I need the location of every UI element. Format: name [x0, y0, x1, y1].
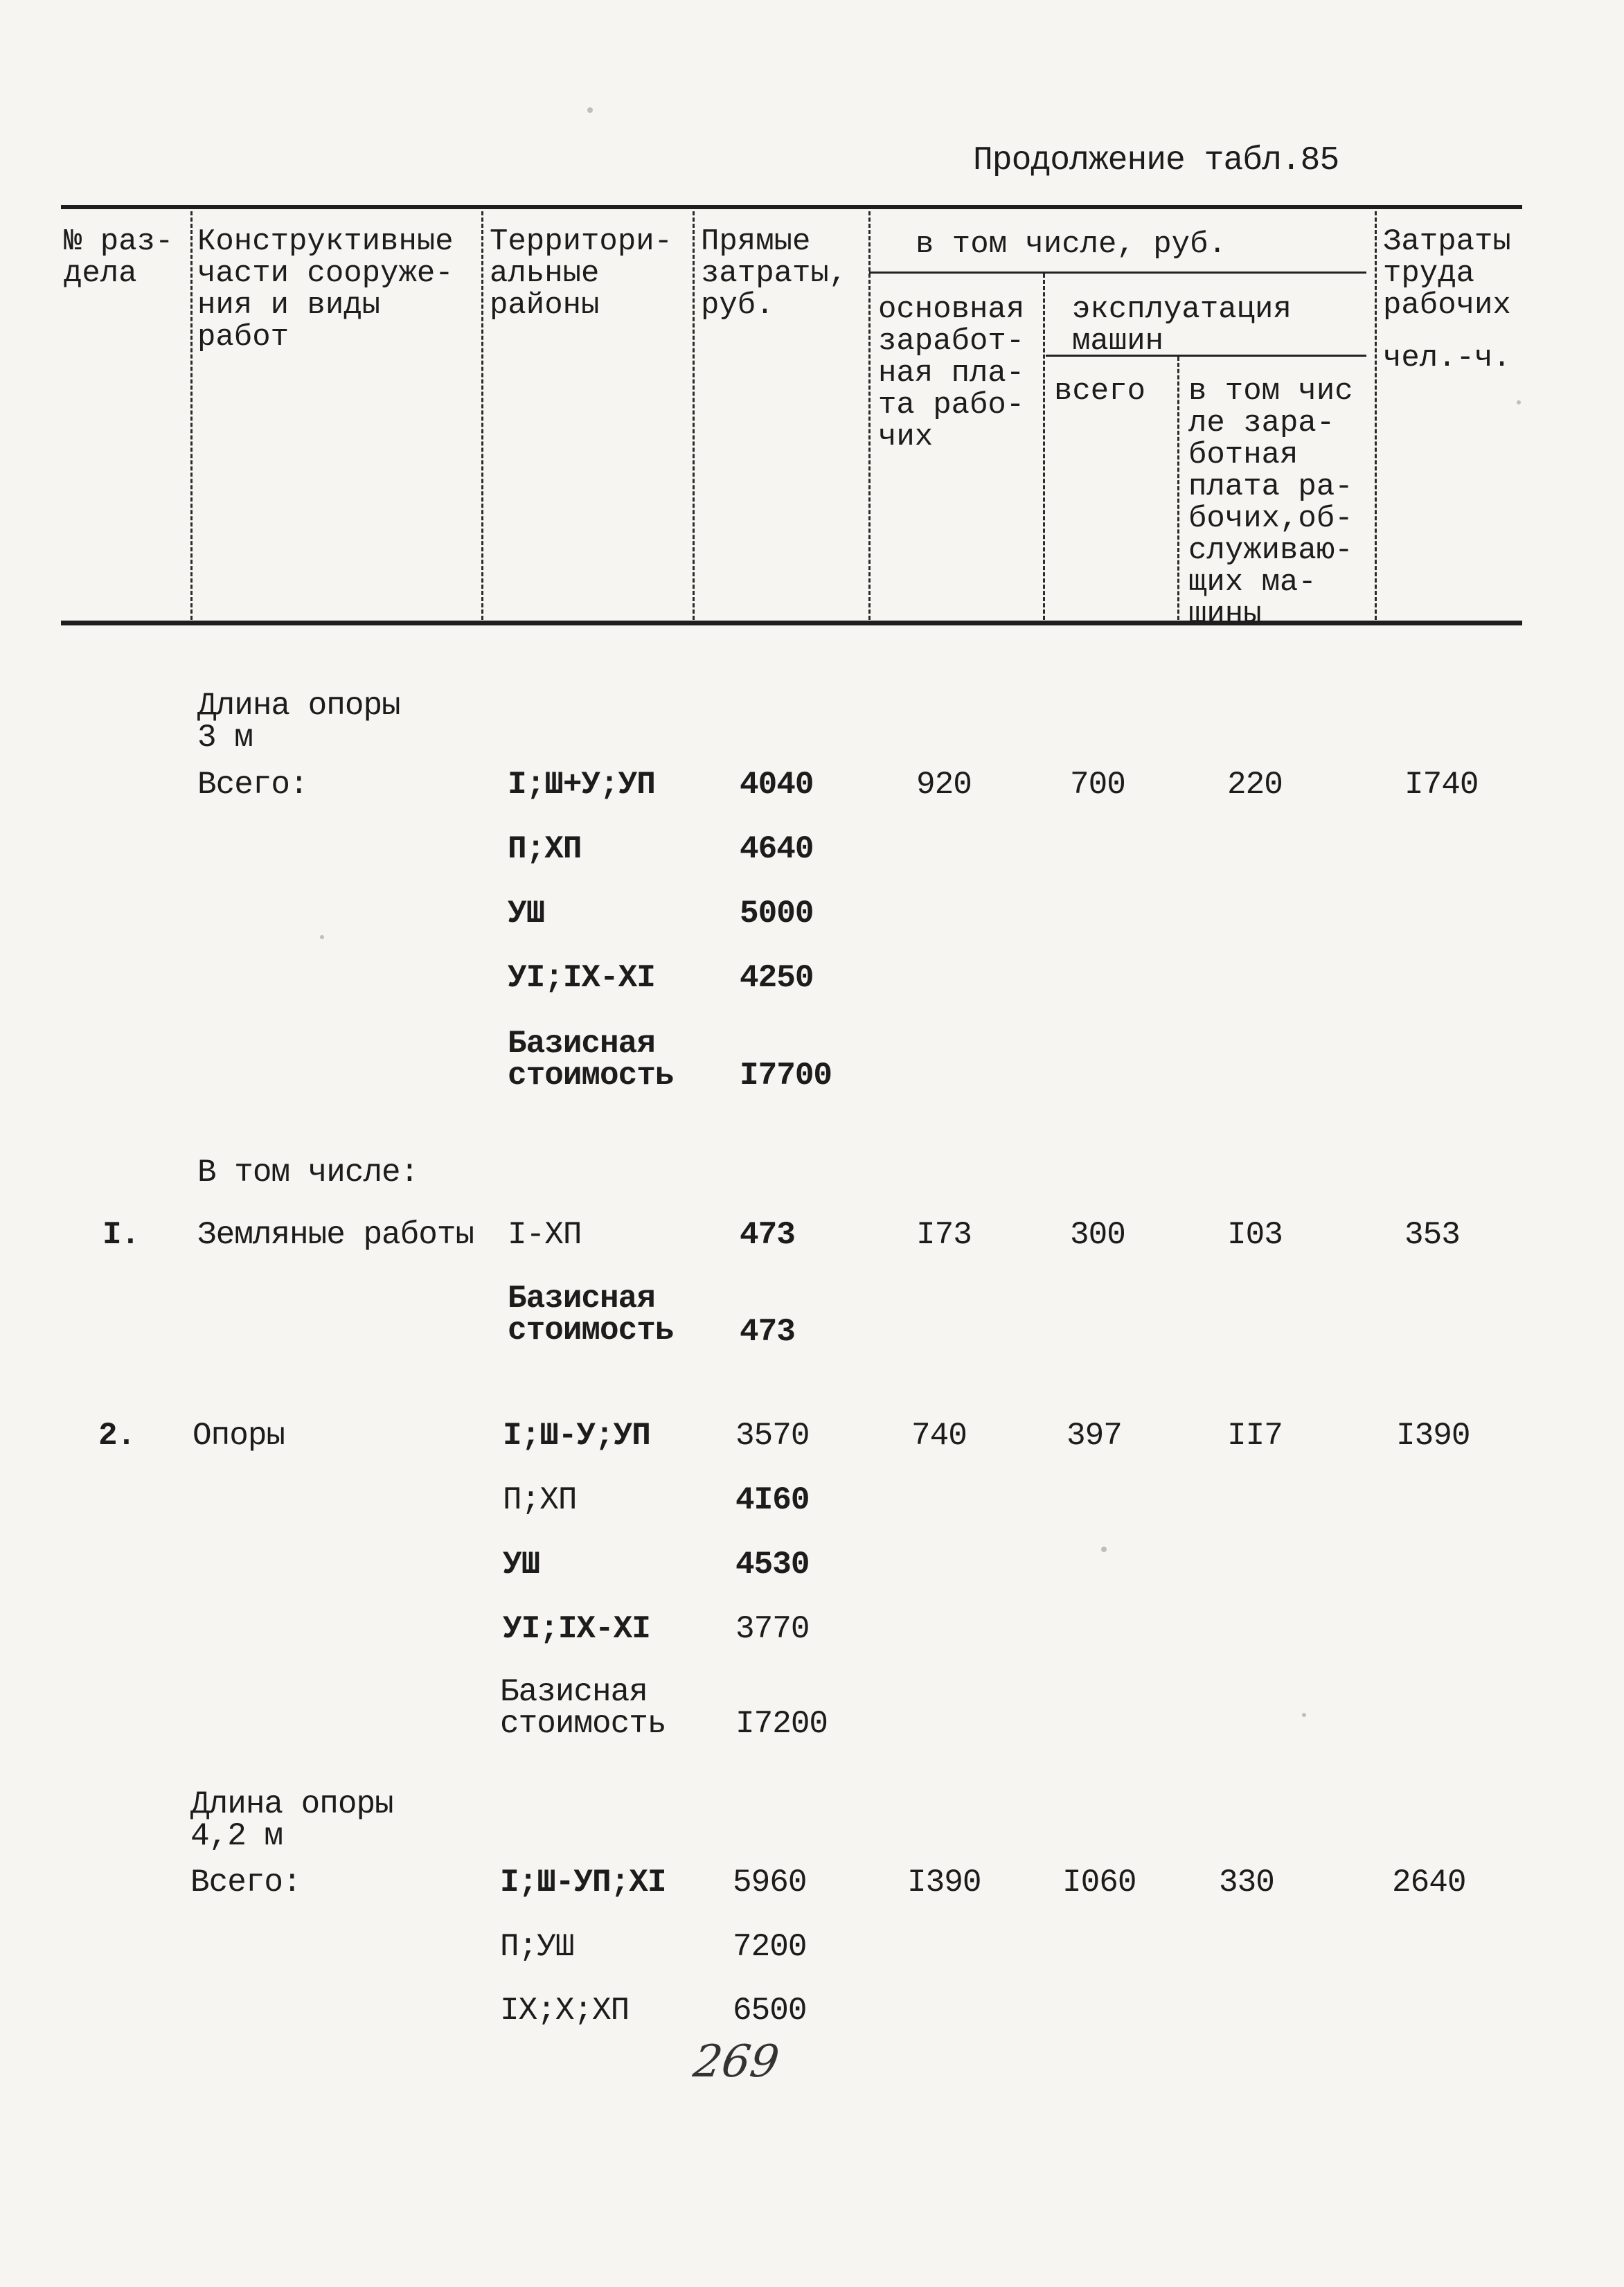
row-6-region: Базисная стоимость: [508, 1026, 674, 1094]
row-15-part: Длина опоры 4,2 м: [190, 1786, 393, 1854]
row-16-region: I;Ш-УП;XI: [500, 1865, 666, 1901]
row-17-direct: 7200: [733, 1929, 807, 1965]
row-8-region: I-ХП: [508, 1217, 582, 1253]
row-18-region: IX;X;ХП: [500, 1993, 630, 2029]
header-top-rule: [61, 205, 1522, 209]
row-8-mwage: I03: [1227, 1217, 1283, 1253]
row-2-wage: 920: [916, 767, 972, 803]
row-10-labor: I390: [1396, 1418, 1470, 1454]
table-caption: Продолжение табл.85: [973, 142, 1339, 179]
row-3-region: П;ХП: [508, 831, 582, 867]
row-16-mtotal: I060: [1062, 1865, 1136, 1901]
page-number: 269: [690, 2036, 783, 2088]
scan-speck: [1302, 1713, 1306, 1717]
row-10-region: I;Ш-У;УП: [503, 1418, 650, 1454]
row-11-region: П;ХП: [503, 1482, 577, 1518]
header-machine-wage: в том чис ле зара- ботная плата ра- бочих,об- служиваю- щих ма- шины: [1188, 374, 1353, 632]
divider-4: [868, 211, 871, 620]
row-2-part: Всего:: [197, 767, 308, 803]
row-16-labor: 2640: [1392, 1865, 1466, 1901]
row-1-part: Длина опоры 3 м: [197, 688, 400, 756]
header-incl: в том числе, руб.: [916, 227, 1226, 262]
row-13-direct: 3770: [735, 1611, 810, 1647]
row-10-num: 2.: [98, 1418, 136, 1454]
header-wage: основная заработ- ная пла- та рабо- чих: [878, 292, 1025, 454]
row-14-direct: I7200: [735, 1706, 828, 1742]
header-machines: эксплуатация машин: [1072, 292, 1292, 359]
divider-7: [1375, 211, 1377, 620]
row-12-region: УШ: [503, 1547, 540, 1583]
incl-underline: [869, 272, 1366, 274]
row-2-labor: I740: [1404, 767, 1479, 803]
divider-2: [481, 211, 483, 620]
row-14-region: Базисная стоимость: [500, 1674, 666, 1742]
row-8-labor: 353: [1404, 1217, 1460, 1253]
header-regions: Территори- альные районы: [490, 224, 673, 323]
row-8-mtotal: 300: [1070, 1217, 1125, 1253]
row-8-wage: I73: [916, 1217, 972, 1253]
row-4-region: УШ: [508, 896, 545, 932]
row-10-part: Опоры: [193, 1418, 285, 1454]
scan-speck: [1101, 1547, 1107, 1552]
header-parts: Конструктивные части сооруже- ния и виды работ: [197, 224, 454, 355]
divider-1: [190, 211, 193, 620]
divider-5: [1043, 274, 1045, 620]
header-section: № раз- дела: [64, 224, 174, 291]
row-16-mwage: 330: [1219, 1865, 1274, 1901]
row-3-direct: 4640: [740, 831, 814, 867]
header-machines-total: всего: [1054, 374, 1146, 409]
row-18-direct: 6500: [733, 1993, 807, 2029]
row-8-direct: 473: [740, 1217, 795, 1253]
row-9-region: Базисная стоимость: [508, 1281, 674, 1349]
row-7-part: В том числе:: [197, 1155, 419, 1191]
row-6-direct: I7700: [740, 1058, 832, 1094]
row-9-direct: 473: [740, 1314, 795, 1350]
row-11-direct: 4I60: [735, 1482, 810, 1518]
row-17-region: П;УШ: [500, 1929, 574, 1965]
row-2-direct: 4040: [740, 767, 814, 803]
row-8-part: Земляные работы: [197, 1217, 474, 1253]
divider-3: [693, 211, 695, 620]
row-16-wage: I390: [907, 1865, 981, 1901]
row-12-direct: 4530: [735, 1547, 810, 1583]
row-16-part: Всего:: [190, 1865, 301, 1901]
header-direct: Прямые затраты, руб.: [701, 224, 848, 323]
row-2-mtotal: 700: [1070, 767, 1125, 803]
row-4-direct: 5000: [740, 896, 814, 932]
scan-speck: [1517, 400, 1521, 404]
row-2-region: I;Ш+У;УП: [508, 767, 655, 803]
header-labor: Затраты труда рабочих: [1383, 224, 1511, 323]
row-16-direct: 5960: [733, 1865, 807, 1901]
header-labor-unit: чел.-ч.: [1383, 341, 1511, 375]
row-13-region: УI;IX-XI: [503, 1611, 650, 1647]
row-8-num: I.: [102, 1217, 140, 1253]
scan-speck: [320, 935, 324, 939]
row-10-mwage: II7: [1227, 1418, 1283, 1454]
row-5-direct: 4250: [740, 960, 814, 996]
divider-6: [1177, 357, 1179, 620]
row-5-region: УI;IX-XI: [508, 960, 655, 996]
row-2-mwage: 220: [1227, 767, 1283, 803]
row-10-direct: 3570: [735, 1418, 810, 1454]
row-10-wage: 740: [911, 1418, 967, 1454]
scan-speck: [587, 107, 593, 113]
row-10-mtotal: 397: [1067, 1418, 1122, 1454]
